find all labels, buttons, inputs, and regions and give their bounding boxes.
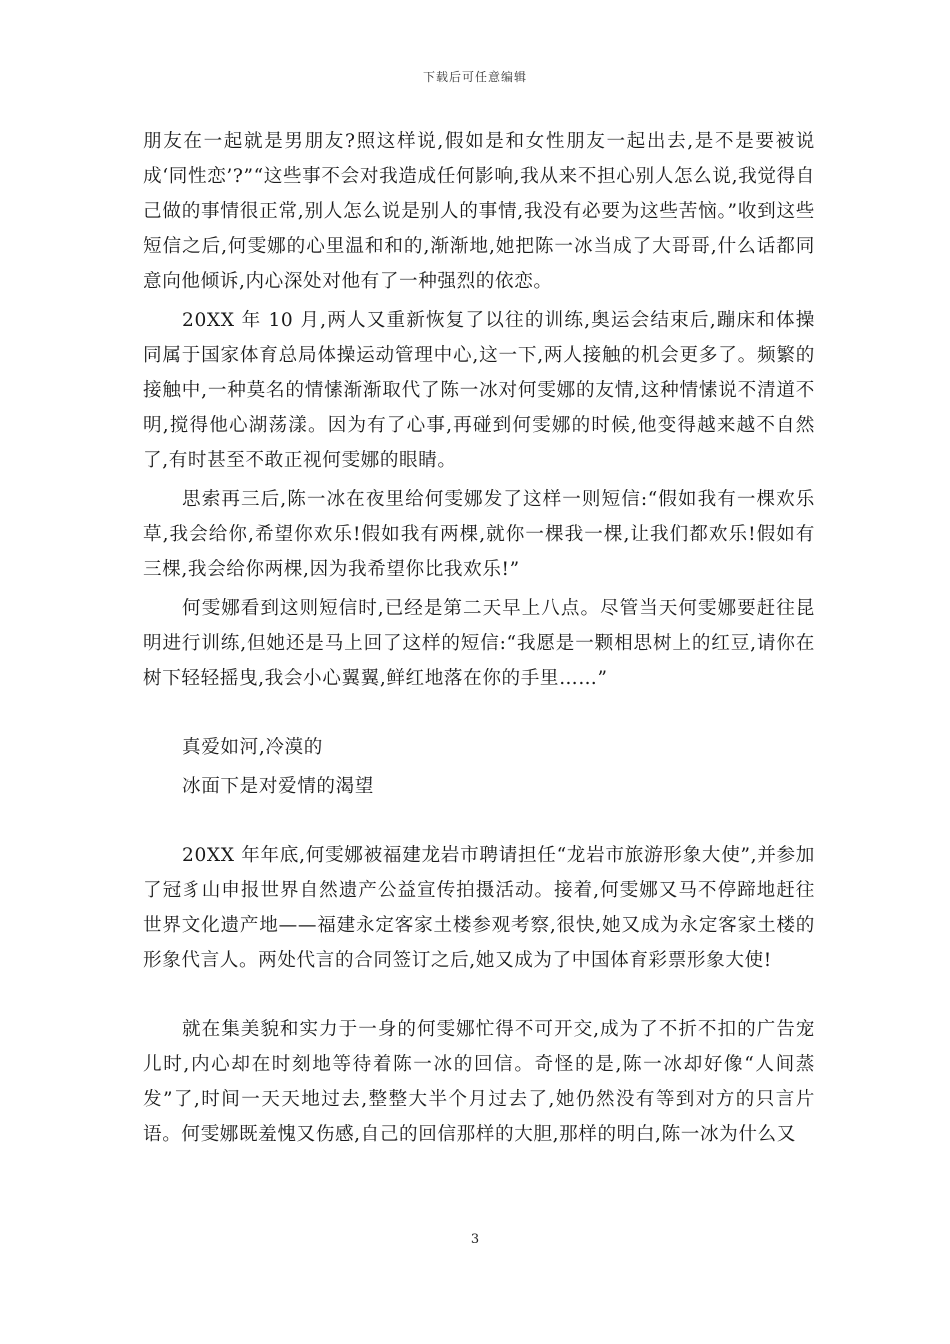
page-number: 3 [470, 1232, 480, 1247]
spacer [143, 982, 815, 1012]
paragraph: 朋友在一起就是男朋友?照这样说,假如是和女性朋友一起出去,是不是要被说成‘同性恋’?”“这些事不会对我造成任何影响,我从来不担心别人怎么说,我觉得自己做的事情很正常,别人怎么说是别人的事情,我没有必要为这些苦恼。”收到这些短信之后,何雯娜的心里温和和的,渐渐地,她把陈一冰当成了大哥哥,什么话都同意向他倾诉,内心深处对他有了一种强烈的依恋。 [143, 131, 815, 292]
paragraph: 思索再三后,陈一冰在夜里给何雯娜发了这样一则短信:“假如我有一棵欢乐草,我会给你,希望你欢乐!假如我有两棵,就你一棵我一棵,让我们都欢乐!假如有三棵,我会给你两棵,因为我希望你比我欢乐!” [143, 489, 815, 580]
paragraph: 何雯娜看到这则短信时,已经是第二天早上八点。尽管当天何雯娜要赶往昆明进行训练,但她还是马上回了这样的短信:“我愿是一颗相思树上的红豆,请你在树下轻轻摇曳,我会小心翼翼,鲜红地落在你的手里……” [143, 598, 815, 689]
paragraph: 就在集美貌和实力于一身的何雯娜忙得不可开交,成为了不折不扣的广告宠儿时,内心却在时刻地等待着陈一冰的回信。奇怪的是,陈一冰却好像“人间蒸发”了,时间一天天地过去,整整大半个月过去了,她仍然没有等到对方的只言片语。何雯娜既羞愧又伤感,自己的回信那样的大胆,那样的明白,陈一冰为什么又 [143, 1019, 815, 1145]
spacer [143, 808, 815, 838]
paragraph: 20XX 年 10 月,两人又重新恢复了以往的训练,奥运会结束后,蹦床和体操同属于国家体育总局体操运动管理中心,这一下,两人接触的机会更多了。频繁的接触中,一种莫名的情愫渐渐取代了陈一冰对何雯娜的友情,这种情愫说不清道不明,搅得他心湖荡漾。因为有了心事,再碰到何雯娜的时候,他变得越来越不自然了,有时甚至不敢正视何雯娜的眼睛。 [143, 310, 815, 471]
section-heading-line: 真爱如河,冷漠的 [182, 737, 323, 758]
document-body [143, 124, 815, 1156]
spacer [143, 700, 815, 730]
paragraph: 20XX 年年底,何雯娜被福建龙岩市聘请担任“龙岩市旅游形象大使”,并参加了冠豸山申报世界自然遗产公益宣传拍摄活动。接着,何雯娜又马不停蹄地赶往世界文化遗产地——福建永定客家土楼参观考察,很快,她又成为永定客家土楼的形象代言人。两处代言的合同签订之后,她又成为了中国体育彩票形象大使! [143, 845, 815, 971]
section-heading-line: 冰面下是对爱情的渴望 [182, 776, 374, 797]
page-header: 下载后可任意编辑 [422, 70, 527, 84]
